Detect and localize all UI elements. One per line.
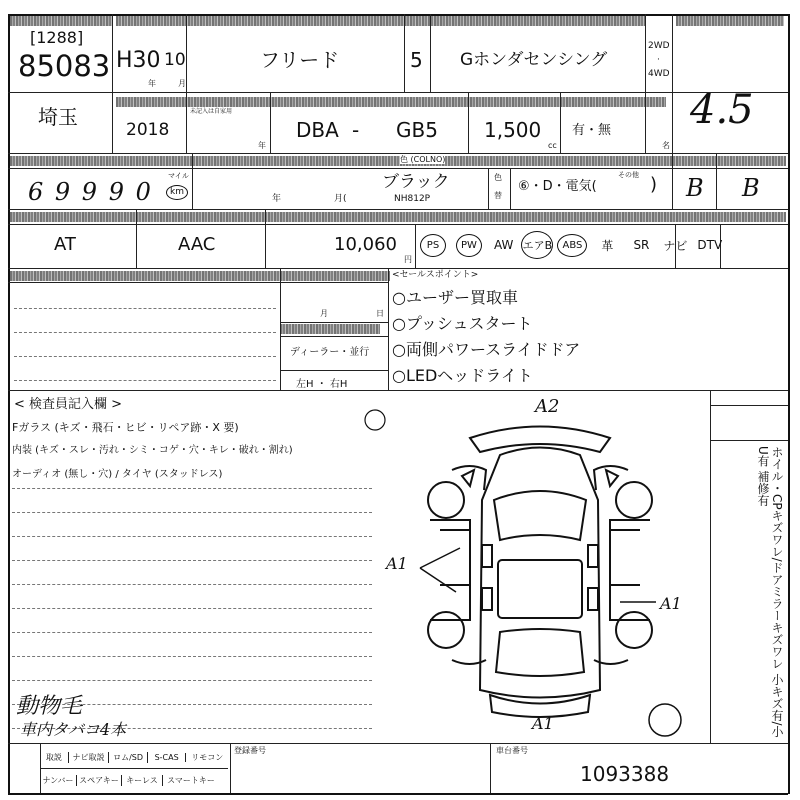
mileage-unit-mile: マイル bbox=[168, 172, 189, 180]
footer-item-remote: リモコン bbox=[191, 752, 224, 762]
equip-leather: 革 bbox=[601, 238, 614, 253]
steering-side: 左H ・ 右H bbox=[296, 379, 348, 390]
equip-ps: PS bbox=[420, 234, 446, 257]
footer-grid bbox=[40, 746, 228, 792]
sales-point-1: ○ユーザー買取車 bbox=[392, 288, 518, 307]
region: 埼玉 bbox=[38, 105, 78, 129]
drive-4wd: 4WD bbox=[648, 69, 670, 79]
footer-item-plate: ナンバー bbox=[40, 775, 77, 786]
recycle-fee: 10,060 bbox=[334, 234, 397, 255]
chassis-number: 1093388 bbox=[580, 762, 670, 786]
damage-rear: A1 bbox=[532, 714, 554, 733]
grade: Gホンダセンシング bbox=[460, 50, 608, 70]
lot-number: 85083 bbox=[18, 49, 111, 83]
drive-2wd: 2WD bbox=[648, 41, 670, 51]
footer-item-keyless: キーレス bbox=[122, 775, 163, 786]
equip-airbag: エアB bbox=[521, 231, 553, 259]
model-name: フリード bbox=[260, 48, 340, 72]
reg-month: 10 bbox=[164, 50, 186, 70]
people-unit: 名 bbox=[662, 141, 670, 150]
footer-item-smart-key: スマートキー bbox=[167, 775, 215, 785]
inspector-title: < 検査員記入欄 > bbox=[14, 397, 123, 412]
month-unit: 月 bbox=[178, 79, 186, 88]
sales-point-3: ○両側パワースライドドア bbox=[392, 340, 581, 359]
exterior-score: B bbox=[742, 174, 760, 202]
row3-year-unit: 年 bbox=[272, 194, 282, 204]
footer-item-navi-manual: ナビ取説 bbox=[69, 752, 110, 763]
footer-item-manual: 取説 bbox=[40, 752, 69, 763]
equip-pw: PW bbox=[456, 234, 482, 257]
inspector-line-glass: Fガラス (キズ・飛石・ヒビ・リペア跡・X 要) bbox=[12, 421, 239, 434]
options: 有・無 bbox=[572, 123, 612, 138]
paint-label-2: 替 bbox=[494, 191, 502, 200]
sidebar-vertical-notes: ホイル・CPキズワレ/ドアミラーキズワレ 小キズ有/小U有 補修有 bbox=[756, 446, 784, 738]
damage-left: A1 bbox=[386, 554, 408, 573]
equip-sunroof: SR bbox=[633, 238, 650, 252]
interior-score: B bbox=[686, 174, 704, 202]
electric-other: その他 bbox=[618, 171, 639, 179]
footer-item-bcas: S-CAS bbox=[148, 753, 187, 762]
aircon: AAC bbox=[178, 234, 216, 255]
chassis-number-label: 車台番号 bbox=[496, 746, 528, 755]
electric-options: ⑥・D・電気( bbox=[518, 179, 597, 194]
inspector-line-interior: 内装 (キズ・スレ・汚れ・シミ・コゲ・穴・キレ・破れ・割れ) bbox=[12, 445, 293, 456]
color-name: ブラック bbox=[382, 172, 450, 192]
row2-year-unit: 年 bbox=[258, 141, 266, 150]
equip-dtv: DTV bbox=[697, 238, 723, 252]
sales-point-2: ○プッシュスタート bbox=[392, 314, 533, 333]
reg-number-label: 登録番号 bbox=[234, 746, 266, 755]
cc-unit: cc bbox=[548, 141, 557, 150]
year-unit: 年 bbox=[148, 79, 156, 88]
equip-navi: ナビ bbox=[663, 238, 688, 253]
equip-aw: AW bbox=[494, 238, 514, 252]
first-reg-year: 2018 bbox=[126, 120, 170, 140]
drive-separator: · bbox=[657, 55, 660, 65]
footer-item-rom: ロム/SD bbox=[109, 752, 148, 763]
mileage-unit-km: km bbox=[166, 185, 188, 200]
inspector-line-audio: オーディオ (無し・穴) / タイヤ (スタッドレス) bbox=[12, 469, 223, 480]
inspection-day: 日 bbox=[376, 309, 384, 318]
sales-point-4: ○LEDヘッドライト bbox=[392, 366, 533, 385]
handwritten-note-1: 動物毛 bbox=[16, 694, 83, 719]
color-code: NH812P bbox=[394, 194, 431, 204]
yen-unit: 円 bbox=[404, 255, 412, 264]
displacement: 1,500 bbox=[484, 118, 542, 142]
footer-item-spare-key: スペアキー bbox=[77, 775, 122, 786]
handwritten-note-2: 車内タバコ4本 bbox=[20, 720, 127, 739]
model-prefix: DBA bbox=[296, 118, 339, 142]
auction-score: 4.5 bbox=[690, 87, 754, 133]
inspection-month: 月 bbox=[320, 309, 328, 318]
model-dash: - bbox=[352, 118, 360, 142]
color-header: 色 (COLNO) bbox=[400, 155, 446, 164]
mileage: 6 9 9 9 0 bbox=[28, 178, 153, 206]
damage-front: A2 bbox=[535, 396, 560, 417]
transmission: AT bbox=[54, 234, 76, 255]
era-year: H30 bbox=[116, 48, 161, 73]
first-reg-note: 未記入は自家用 bbox=[190, 108, 233, 115]
lot-id: [1288] bbox=[30, 28, 84, 47]
sales-points-label: <セールスポイント> bbox=[392, 270, 479, 280]
door-count: 5 bbox=[410, 48, 423, 72]
model-code: GB5 bbox=[396, 118, 438, 142]
paint-label-1: 色 bbox=[494, 173, 502, 182]
electric-close: ) bbox=[650, 174, 658, 195]
equip-abs: ABS bbox=[557, 234, 587, 257]
row3-month-unit: 月( bbox=[334, 194, 347, 204]
damage-right: A1 bbox=[660, 594, 682, 613]
dealer-import: ディーラー・並行 bbox=[290, 347, 370, 358]
